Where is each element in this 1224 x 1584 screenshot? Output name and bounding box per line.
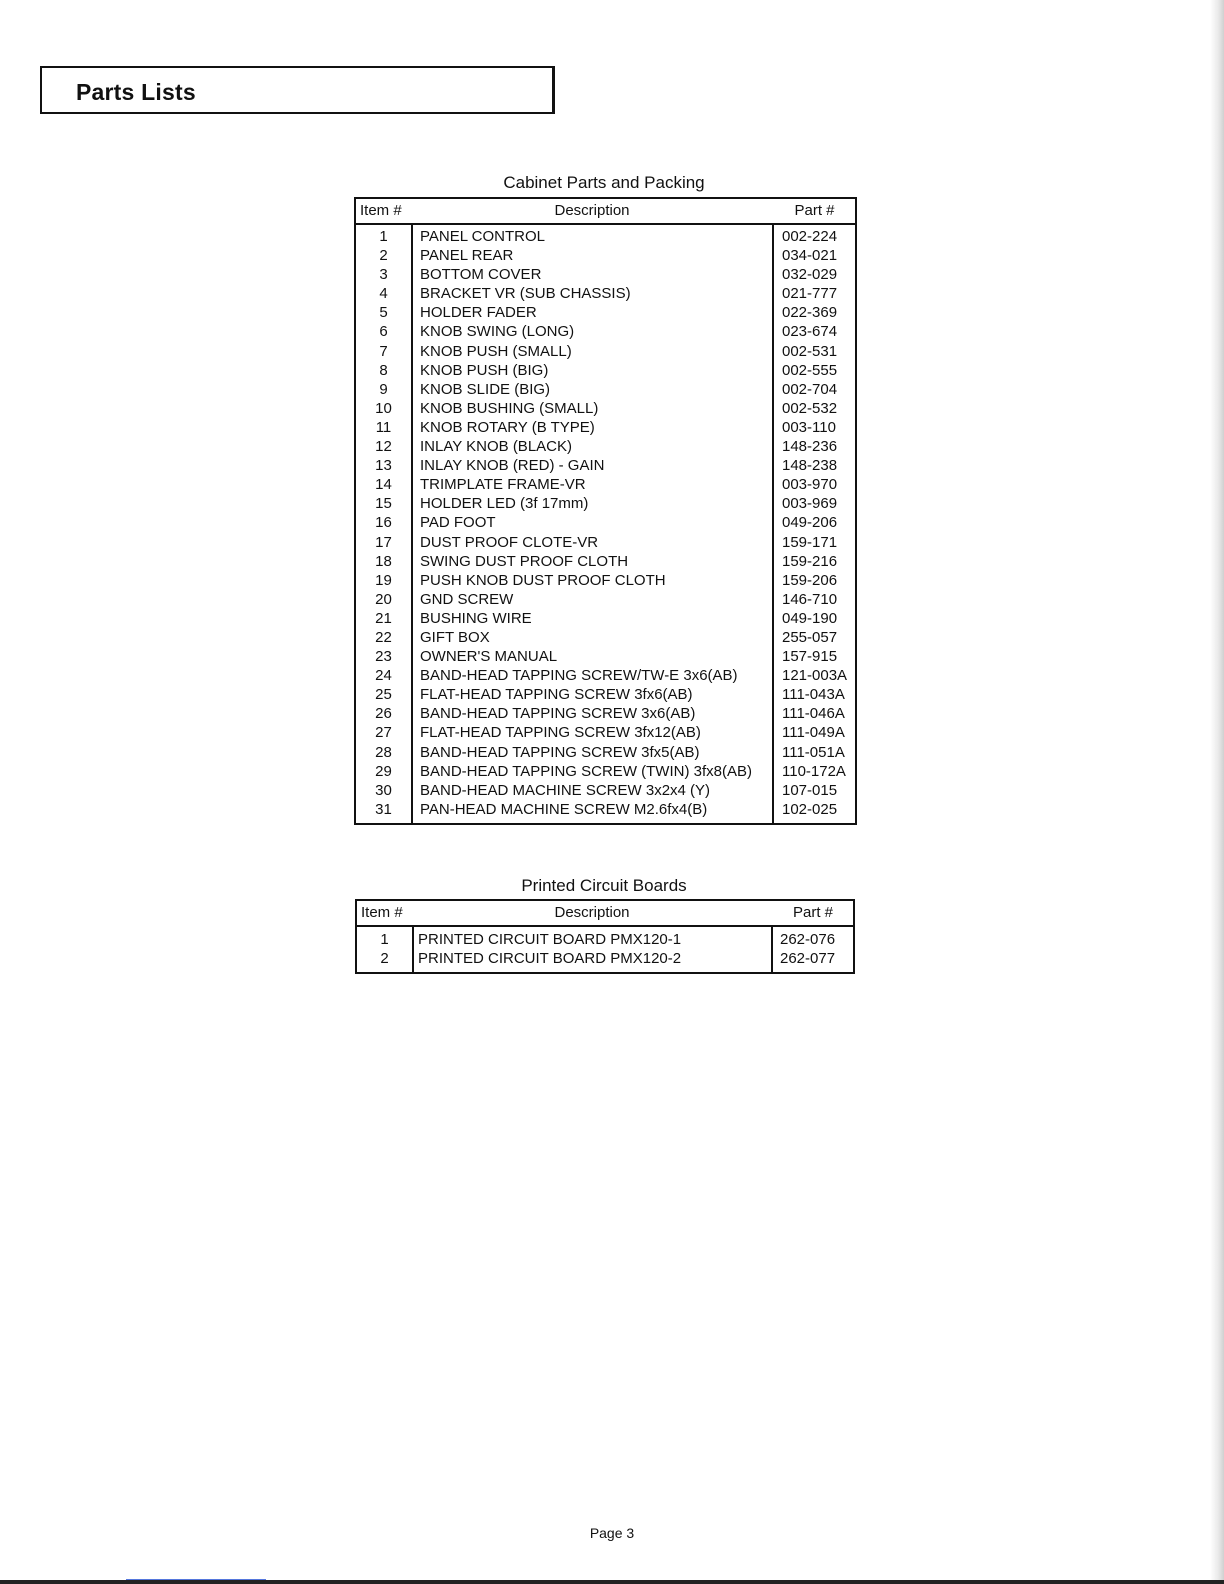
part-number: 022-369 [782, 304, 838, 322]
item-number: 23 [375, 648, 392, 666]
item-number: 1 [380, 931, 389, 948]
table-row [356, 342, 855, 361]
table-row [356, 552, 855, 571]
item-description: GIFT BOX [420, 628, 490, 646]
item-number: 10 [375, 399, 392, 417]
item-number: 30 [375, 781, 392, 799]
item-description: FLAT-HEAD TAPPING SCREW 3fx6(AB) [420, 686, 693, 704]
col-description-header: Description [554, 904, 630, 921]
item-number: 8 [379, 361, 388, 379]
part-number: 003-970 [782, 476, 838, 494]
pcb-caption: Printed Circuit Boards [521, 876, 687, 895]
part-number: 111-046A [782, 705, 845, 723]
header-box [40, 66, 555, 114]
item-description: BRACKET VR (SUB CHASSIS) [420, 285, 631, 303]
item-description: BAND-HEAD TAPPING SCREW 3fx5(AB) [420, 743, 700, 761]
part-number: 002-531 [782, 342, 838, 360]
table-row [356, 666, 855, 685]
item-number: 18 [375, 552, 392, 570]
table-row [356, 361, 855, 380]
part-number: 049-190 [782, 609, 838, 627]
item-number: 5 [379, 304, 388, 322]
item-number: 14 [375, 476, 392, 494]
table-row [356, 284, 855, 303]
part-number: 262-077 [780, 950, 836, 968]
pcb-table-header [357, 901, 853, 927]
item-description: OWNER'S MANUAL [420, 648, 558, 666]
part-number: 102-025 [782, 800, 838, 818]
item-description: BAND-HEAD TAPPING SCREW 3x6(AB) [420, 705, 696, 723]
table-row [356, 303, 855, 322]
table-row [356, 628, 855, 647]
table-row [356, 571, 855, 590]
part-number: 262-076 [780, 931, 836, 948]
item-description: BAND-HEAD TAPPING SCREW (TWIN) 3fx8(AB) [420, 762, 752, 780]
table-row [356, 743, 855, 762]
item-description: BAND-HEAD MACHINE SCREW 3x2x4 (Y) [420, 781, 711, 799]
item-description: HOLDER LED (3f 17mm) [420, 495, 589, 513]
table-row [356, 437, 855, 456]
item-description: DUST PROOF CLOTE-VR [420, 533, 599, 551]
item-number: 4 [379, 285, 388, 303]
item-description: PUSH KNOB DUST PROOF CLOTH [420, 571, 666, 589]
item-number: 6 [379, 323, 388, 341]
item-number: 16 [375, 514, 392, 532]
table-row [356, 781, 855, 800]
item-number: 19 [375, 571, 392, 589]
item-number: 27 [375, 724, 392, 742]
part-number: 002-224 [782, 228, 838, 245]
part-number: 111-043A [782, 686, 845, 704]
table-row [356, 246, 855, 265]
part-number: 146-710 [782, 590, 838, 608]
table-row [356, 533, 855, 552]
table-row [356, 723, 855, 742]
table-row [356, 418, 855, 437]
table-row [356, 475, 855, 494]
item-number: 28 [375, 743, 392, 761]
item-number: 25 [375, 686, 392, 704]
item-number: 26 [375, 705, 392, 723]
table-row [356, 227, 855, 246]
item-number: 22 [375, 628, 392, 646]
item-number: 31 [375, 800, 392, 818]
item-number: 20 [375, 590, 392, 608]
table-row [356, 399, 855, 418]
part-number: 159-171 [782, 533, 838, 551]
col-part-header: Part # [794, 202, 835, 219]
table-row [356, 322, 855, 341]
item-description: PANEL REAR [420, 247, 514, 265]
item-description: FLAT-HEAD TAPPING SCREW 3fx12(AB) [420, 724, 701, 742]
part-number: 032-029 [782, 266, 838, 284]
table-row [356, 647, 855, 666]
part-number: 003-110 [782, 418, 836, 436]
item-description: KNOB BUSHING (SMALL) [420, 399, 599, 417]
table-row [356, 685, 855, 704]
item-description: PANEL CONTROL [420, 228, 546, 245]
item-number: 15 [375, 495, 392, 513]
table-row [356, 609, 855, 628]
part-number: 110-172A [782, 762, 846, 780]
part-number: 034-021 [782, 247, 838, 265]
part-number: 002-704 [782, 380, 838, 398]
part-number: 148-236 [782, 438, 838, 456]
item-description: INLAY KNOB (RED) - GAIN [420, 457, 605, 475]
pcb-table [355, 899, 855, 974]
part-number: 159-206 [782, 571, 838, 589]
item-number: 3 [379, 266, 388, 284]
item-description: INLAY KNOB (BLACK) [420, 438, 572, 456]
item-number: 13 [375, 457, 392, 475]
item-description: KNOB ROTARY (B TYPE) [420, 418, 595, 436]
item-description: PAN-HEAD MACHINE SCREW M2.6fx4(B) [420, 800, 708, 818]
item-description: HOLDER FADER [420, 304, 537, 322]
part-number: 255-057 [782, 628, 838, 646]
table-row [356, 704, 855, 723]
table-row [357, 930, 853, 949]
item-description: GND SCREW [420, 590, 514, 608]
item-description: KNOB PUSH (BIG) [420, 361, 549, 379]
item-number: 2 [380, 950, 389, 968]
cabinet-table [354, 197, 857, 825]
part-number: 002-532 [782, 399, 838, 417]
cabinet-caption: Cabinet Parts and Packing [503, 173, 705, 192]
part-number: 121-003A [782, 667, 848, 685]
table-row [356, 590, 855, 609]
item-number: 11 [375, 418, 392, 436]
item-description: BOTTOM COVER [420, 266, 542, 284]
table-row [356, 494, 855, 513]
item-description: KNOB SLIDE (BIG) [420, 380, 551, 398]
col-item-header: Item # [360, 202, 402, 219]
cabinet-table-header [356, 199, 855, 225]
item-description: KNOB PUSH (SMALL) [420, 342, 572, 360]
item-number: 17 [375, 533, 392, 551]
part-number: 003-969 [782, 495, 838, 513]
page-number: Page 3 [589, 1525, 635, 1541]
part-number: 111-051A [782, 743, 845, 761]
page-title: Parts Lists [76, 79, 196, 105]
item-description: PRINTED CIRCUIT BOARD PMX120-2 [418, 950, 682, 968]
part-number: 107-015 [782, 781, 838, 799]
item-description: BAND-HEAD TAPPING SCREW/TW-E 3x6(AB) [420, 667, 738, 685]
table-row [356, 762, 855, 781]
item-number: 21 [375, 609, 392, 627]
item-number: 1 [379, 228, 388, 245]
item-description: KNOB SWING (LONG) [420, 323, 575, 341]
scan-edge-bottom [0, 1580, 1224, 1584]
scan-edge-right [1210, 0, 1224, 1584]
item-number: 9 [379, 380, 388, 398]
table-row [356, 265, 855, 284]
part-number: 159-216 [782, 552, 838, 570]
item-description: PAD FOOT [420, 514, 496, 532]
item-number: 24 [375, 667, 392, 685]
table-row [356, 800, 855, 819]
table-row [356, 456, 855, 475]
part-number: 002-555 [782, 361, 838, 379]
part-number: 049-206 [782, 514, 838, 532]
table-row [357, 949, 853, 968]
table-row [356, 513, 855, 532]
item-number: 29 [375, 762, 392, 780]
col-part-header: Part # [792, 904, 834, 921]
pcb-rows [357, 930, 853, 968]
item-number: 7 [379, 342, 388, 360]
item-description: PRINTED CIRCUIT BOARD PMX120-1 [418, 931, 682, 948]
part-number: 111-049A [782, 724, 845, 742]
item-number: 12 [375, 438, 392, 456]
part-number: 023-674 [782, 323, 838, 341]
cabinet-rows [356, 227, 855, 819]
part-number: 148-238 [782, 457, 838, 475]
part-number: 157-915 [782, 648, 838, 666]
part-number: 021-777 [782, 285, 838, 303]
col-description-header: Description [554, 202, 630, 219]
item-description: TRIMPLATE FRAME-VR [420, 476, 586, 494]
table-row [356, 380, 855, 399]
item-description: BUSHING WIRE [420, 609, 532, 627]
col-item-header: Item # [361, 904, 403, 921]
item-number: 2 [379, 247, 388, 265]
item-description: SWING DUST PROOF CLOTH [420, 552, 629, 570]
